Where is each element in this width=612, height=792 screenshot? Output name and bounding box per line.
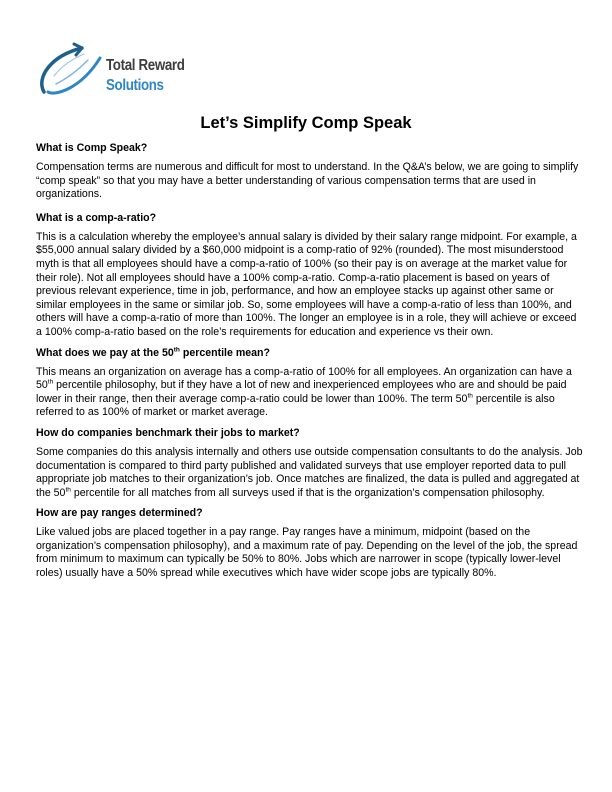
superscript: th [173, 346, 180, 353]
question-50th-percentile [36, 346, 584, 360]
logo-text-line2: Solutions [106, 77, 164, 94]
answer-text-part: This means an organization on average has a comp-a-ratio of 100% for all employees. An organization can have a 50 [36, 365, 572, 392]
document-body [36, 141, 584, 587]
superscript: th [65, 486, 71, 494]
question-text-part: percentile mean? [179, 346, 270, 359]
answer-text-part: percentile philosophy, but if they have a lot of new and inexperienced employees who are and should be paid lower in their range, then their average comp-a-ratio could be lower than 100%. The term 50 [36, 379, 567, 405]
logo-text-line1: Total Reward [106, 57, 185, 74]
superscript: th [47, 378, 54, 386]
question-comp-a-ratio: What is a comp-a-ratio? [36, 211, 157, 224]
answer-comp-speak: Compensation terms are numerous and difficult for most to understand. In the Q&A’s below, we are going to simplify “comp speak” so that you may have a better understanding of various compensation terms that are used in organizations. [36, 161, 579, 201]
answer-text-part: percentile for all matches from all surveys used if that is the organization’s compensation philosophy. [70, 486, 545, 499]
superscript: th [467, 392, 473, 400]
answer-benchmark [36, 446, 584, 500]
question-text-part: What does we pay at the 50 [36, 346, 174, 359]
question-comp-speak: What is Comp Speak? [36, 142, 148, 154]
answer-pay-ranges: Like valued jobs are placed together in a pay range. Pay ranges have a minimum, midpoint (based on the organization’s compensation philosophy), and a maximum rate of pay. Depending on the level of the job, the spread from minimum to maximum can typically be 50% to 80%. Jobs which are narrower in scope (typically lower-level roles) usually have a 50% spread while executives which have wider scope jobs are typically 80%. [36, 526, 578, 580]
answer-comp-a-ratio: This is a calculation whereby the employee’s annual salary is divided by their salary range midpoint. For example, a $55,000 annual salary divided by a $60,000 midpoint is a comp-ratio of 92% (rounded). The most misunderstood myth is that all employees should have a comp-a-ratio of 100% (so their pay is on average at the market value for their role). Not all employees should have a 100% comp-a-ratio. Comp-a-ratio placement is based on years of previous relevant experience, time in job, performance, and how an employee stacks up against other same or similar employees in the same or similar job. So, some employees will have a comp-a-ratio of less than 100%, and others will have a comp-a-ratio of more than 100%. The longer an employee is in a role, they will achieve or exceed a 100% comp-a-ratio based on the role’s requirements for education and experience vs their own. [36, 230, 577, 338]
company-logo [36, 40, 226, 100]
page-title: Let’s Simplify Comp Speak [200, 114, 412, 132]
question-pay-ranges: How are pay ranges determined? [36, 507, 203, 520]
answer-text-part: percentile is also referred to as 100% of market or market average. [36, 392, 555, 419]
question-benchmark: How do companies benchmark their jobs to market? [36, 426, 300, 439]
swoosh-arrow-icon [36, 40, 108, 100]
answer-50th-percentile [36, 366, 584, 420]
answer-text-part: Some companies do this analysis internally and others use outside compensation consultants to do the analysis. Job documentation is compared to third party published and validated surveys that use employer reported data to pull appropriate job matches to their organization’s job. Once matches are finalized, the data is pulled and aggregated at the 50 [36, 445, 583, 499]
